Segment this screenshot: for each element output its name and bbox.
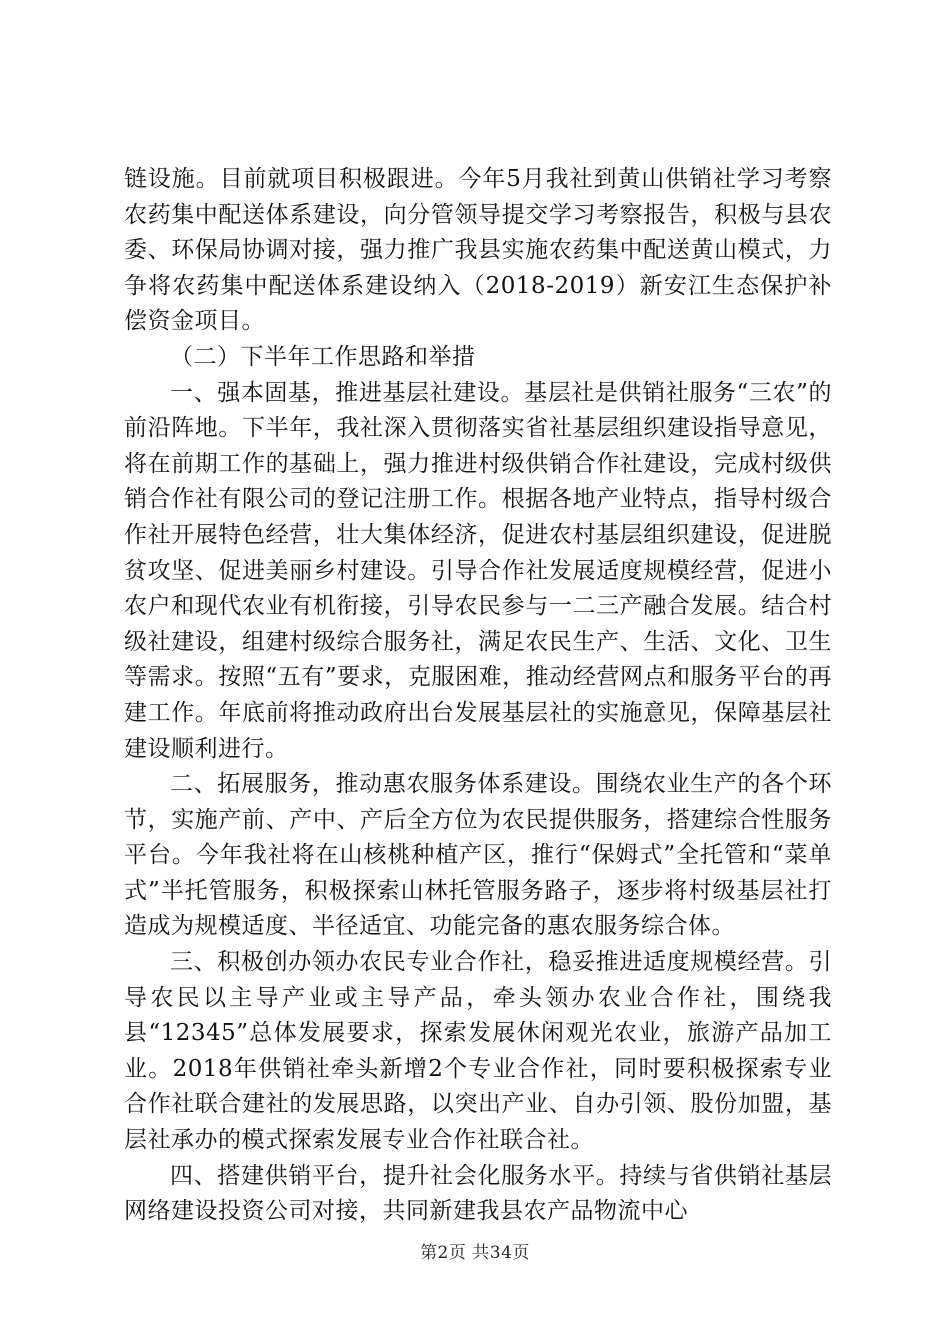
paragraph-continuation: 链设施。目前就项目积极跟进。今年5月我社到黄山供销社学习考察农药集中配送体系建设，向分管领导提交学习考察报告，积极与县农委、环保局协调对接，强力推广我县实施农药集中配送黄山模式，力争将农药集中配送体系建设纳入（2018-2019）新安江生态保护补偿资金项目。	[124, 166, 832, 335]
document-body	[124, 162, 832, 1230]
paragraph-1: 一、强本固基，推进基层社建设。基层社是供销社服务“三农”的前沿阵地。下半年，我社深入贯彻落实省社基层组织建设指导意见，将在前期工作的基础上，强力推进村级供销合作社建设，完成村级供销合作社有限公司的登记注册工作。根据各地产业特点，指导村级合作社开展特色经营，壮大集体经济，促进农村基层组织建设，促进脱贫攻坚、促进美丽乡村建设。引导合作社发展适度规模经营，促进小农户和现代农业有机衔接，引导农民参与一二三产融合发展。结合村级社建设，组建村级综合服务社，满足农民生产、生活、文化、卫生等需求。按照“五有”要求，克服困难，推动经营网点和服务平台的再建工作。年底前将推动政府出台发展基层社的实施意见，保障基层社建设顺利进行。	[124, 379, 832, 762]
page-number-footer: 第2页 共34页	[420, 1243, 530, 1263]
paragraph-2: 二、拓展服务，推动惠农服务体系建设。围绕农业生产的各个环节，实施产前、产中、产后全方位为农民提供服务，搭建综合性服务平台。今年我社将在山核桃种植产区，推行“保姆式”全托管和“菜单式”半托管服务，积极探索山林托管服务路子，逐步将村级基层社打造成为规模适度、半径适宜、功能完备的惠农服务综合体。	[124, 771, 832, 940]
section-heading: （二）下半年工作思路和举措	[170, 343, 476, 370]
paragraph-3: 三、积极创办领办农民专业合作社，稳妥推进适度规模经营。引导农民以主导产业或主导产品，牵头领办农业合作社，围绕我县“12345”总体发展要求，探索发展休闲观光农业，旅游产品加工业。2018年供销社牵头新增2个专业合作社，同时要积极探索专业合作社联合建社的发展思路，以突出产业、自办引领、股份加盟，基层社承办的模式探索发展专业合作社联合社。	[124, 949, 832, 1154]
paragraph-4: 四、搭建供销平台，提升社会化服务水平。持续与省供销社基层网络建设投资公司对接，共同新建我县农产品物流中心	[124, 1162, 832, 1225]
